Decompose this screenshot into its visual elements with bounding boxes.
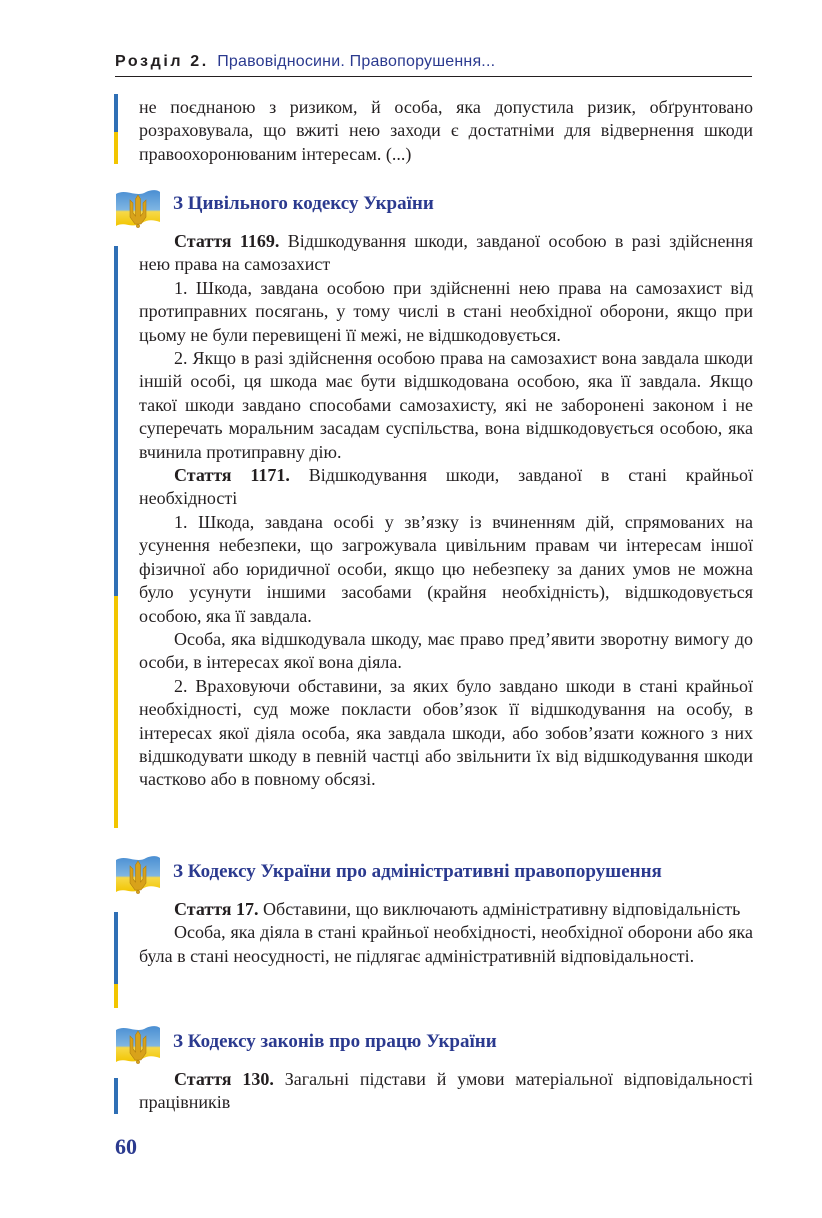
labor-code-section xyxy=(114,1022,754,1122)
section-label: Розділ 2. xyxy=(115,53,209,70)
article-17-header xyxy=(139,898,753,921)
page-number: 60 xyxy=(115,1134,137,1159)
coat-of-arms-flag-icon xyxy=(114,852,162,898)
admin-code-heading: З Кодексу України про адміністративні правопорушення xyxy=(173,861,662,882)
civil-code-heading: З Цивільного кодексу України xyxy=(173,193,434,214)
article-17-name: Обставини, що виключають адміністративну відповідальність xyxy=(258,899,741,919)
flag-rule-yellow xyxy=(114,984,118,1008)
article-130-name: Загальні підстави й умови матеріальної відповідальності працівників xyxy=(139,1069,753,1113)
page-header xyxy=(115,52,752,77)
article-1171-paragraph-1: 1. Шкода, завдана особі у зв’язку із вчиненням дій, спрямованих на усунення небезпеки, що загрожувала цивільним правам чи інтересам іншої фізичної або юридичної особи, якщо цю небезпеку за даних умов не можна було усунути іншими засобами (крайня необхідність), відшкодовується особою, яка її завдала. xyxy=(139,511,753,626)
article-1171-header xyxy=(139,464,753,511)
article-1169-name: Відшкодування шкоди, завданої особою в разі здійснення нею права на самозахист xyxy=(139,231,753,275)
labor-code-heading: З Кодексу законів про працю України xyxy=(173,1031,497,1052)
intro-paragraph: не поєднаною з ризиком, й особа, яка допустила ризик, обґрунтовано розраховувала, що вжиті нею заходи є достатніми для відвернення шкоди правоохоронюваним інтересам. (...) xyxy=(139,97,753,164)
article-1169-paragraph-1: 1. Шкода, завдана особою при здійсненні нею права на самозахист від протиправних посягань, у тому числі в стані необхідної оборони, якщо при цьому не були перевищені її межі, не відшкодовується. xyxy=(139,277,753,345)
civil-code-text xyxy=(139,230,753,792)
article-1169-title: Стаття 1169. xyxy=(174,231,280,251)
flag-rule-blue xyxy=(114,246,118,596)
article-130-title: Стаття 130. xyxy=(174,1069,274,1089)
article-1171-paragraph-2: Особа, яка відшкодувала шкоду, має право пред’явити зворотну вимогу до особи, в інтересах якої вона діяла. xyxy=(139,628,753,673)
article-1169-header xyxy=(139,230,753,277)
admin-code-text xyxy=(139,898,753,968)
flag-rule-blue xyxy=(114,912,118,984)
intro-block xyxy=(114,94,754,174)
intro-text xyxy=(139,96,753,166)
article-17-title: Стаття 17. xyxy=(174,899,259,919)
coat-of-arms-flag-icon xyxy=(114,186,162,232)
coat-of-arms-flag-icon xyxy=(114,1022,162,1068)
article-1171-paragraph-3: 2. Враховуючи обставини, за яких було завдано шкоди в стані крайньої необхідності, суд може покласти обов’язок її відшкодування на особу, в інтересах якої діяла особа, яка завдала шкоди, або зобов’язати кожного з них відшкодувати шкоду в певній частці або звільнити їх від відшкодування шкоди частково або в повному обсязі. xyxy=(139,675,753,790)
admin-code-section xyxy=(114,852,754,1012)
article-1171-name: Відшкодування шкоди, завданої в стані крайньої необхідності xyxy=(139,465,753,509)
article-17-paragraph-1: Особа, яка діяла в стані крайньої необхідності, необхідної оборони або яка була в стані неосудності, не підлягає адміністративній відповідальності. xyxy=(139,922,753,966)
civil-code-section xyxy=(114,186,754,836)
flag-rule-yellow xyxy=(114,132,118,164)
article-130-header xyxy=(139,1068,753,1115)
flag-rule-blue xyxy=(114,1078,118,1114)
article-1169-paragraph-2: 2. Якщо в разі здійснення особою права на самозахист вона завдала шкоди іншій особі, ця шкода має бути відшкодована особою, яка її завдала. Якщо такої шкоди завдано способами самозахисту, які не заборонені законом і не суперечать моральним засадам суспільства, вона відшкодовується особою, яка вчинила протиправну дію. xyxy=(139,348,753,462)
labor-code-text xyxy=(139,1068,753,1115)
article-1171-title: Стаття 1171. xyxy=(174,465,290,486)
flag-rule-yellow xyxy=(114,596,118,828)
section-title: Правовідносини. Правопорушення... xyxy=(217,53,496,70)
